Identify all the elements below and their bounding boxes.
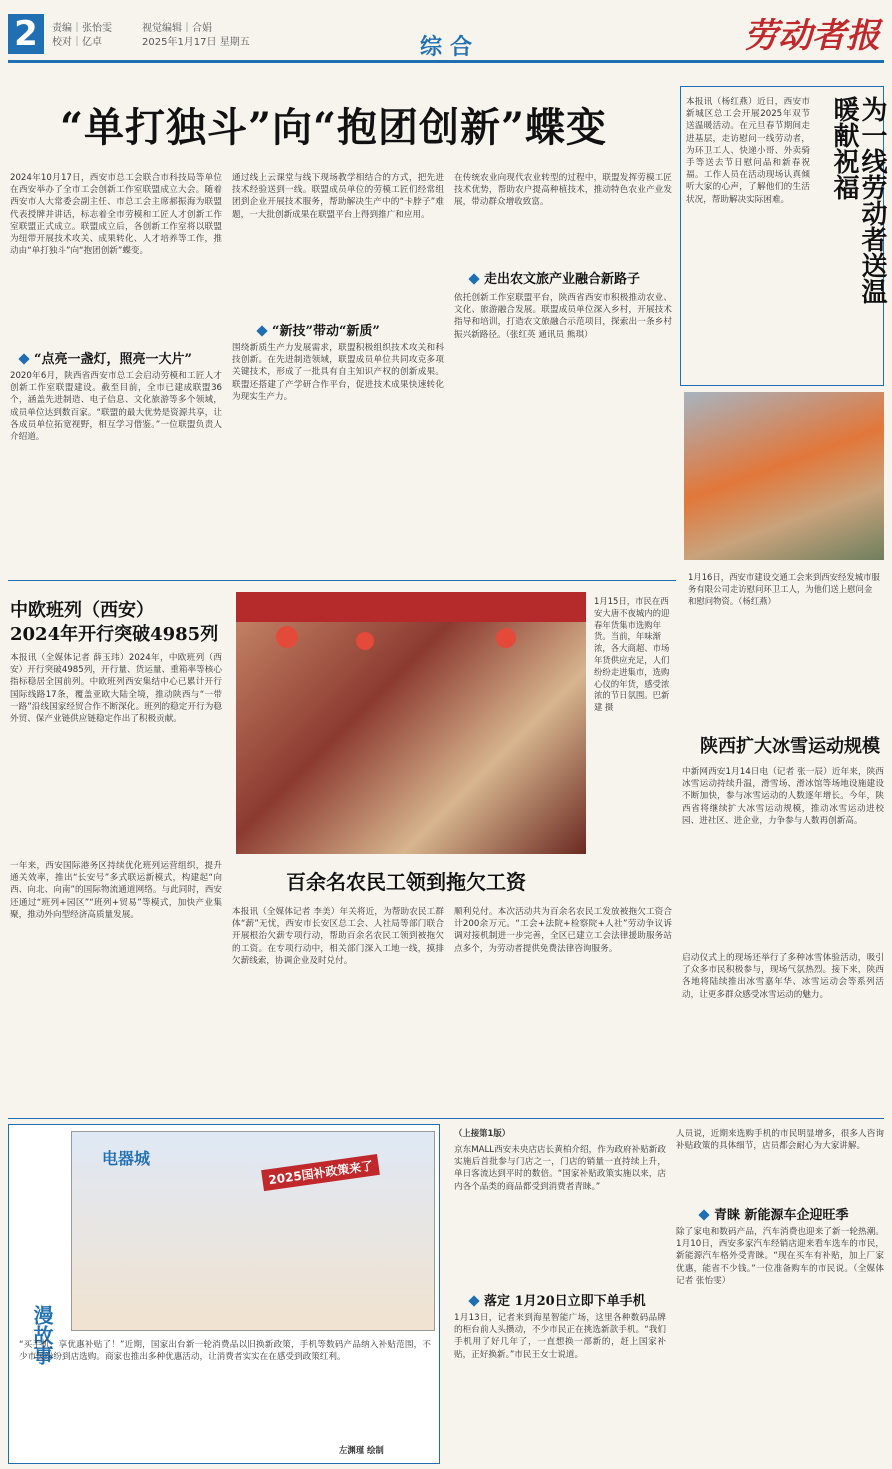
zhongou-headline1: 中欧班列（西安） xyxy=(10,600,154,621)
comic-box xyxy=(8,1124,440,1464)
lead-col3: 在传统农业向现代农业转型的过程中，联盟发挥劳模工匠技术优势，帮助农户提高种植技术，推动特色农业产业发展，带动群众增收致富。 xyxy=(454,173,672,208)
comic-author: 左渊瑾 绘制 xyxy=(339,1445,384,1455)
lead-subhead1: “点亮一盏灯，照亮一大片” xyxy=(20,348,192,367)
comic-text: “买手机，享优惠补贴了！”近期，国家出台新一轮消费品以旧换新政策，手机等数码产品纳入补贴范围，不少市民纷纷到店选购。商家也推出多种优惠活动，让消费者实实在在感受到政策红利。 xyxy=(19,1340,431,1363)
masthead-rule xyxy=(8,60,884,63)
lead-col2: 通过线上云课堂与线下现场教学相结合的方式，把先进技术经验送到一线。联盟成员单位的劳模工匠们经常组团到企业开展技术服务，帮助解决生产中的“卡脖子”难题，一大批创新成果在联盟平台上得到推广和应用。 xyxy=(232,173,444,220)
lead-subhead3: 走出农文旅产业融合新路子 xyxy=(470,268,640,287)
sidebar-body: 本报讯（杨红燕）近日，西安市新城区总工会开展2025年双节送温暖活动。在元旦春节期间走进基层，走访慰问一线劳动者，为环卫工人、快递小哥、外卖骑手等送去节日慰问品和新春祝福。工作人员在活动现场认真倾听大家的心声，了解他们的生活状况，帮助解决实际困难。 xyxy=(686,97,810,205)
continued-subhead: 落定 1月20日立即下单手机 xyxy=(470,1290,646,1309)
section-divider xyxy=(8,580,676,581)
continued-right: 人员说，近期来选购手机的市民明显增多，很多人咨询补贴政策的具体细节，店员都会耐心为大家讲解。 xyxy=(676,1129,884,1152)
continued-right-body: 除了家电和数码产品，汽车消费也迎来了新一轮热潮。1月10日，西安多家汽车经销店迎来看车选车的市民，新能源汽车格外受青睐。“现在买车有补贴，加上厂家优惠，能省不少钱。”一位准备购车的市民说。（全媒体记者 张怡雯） xyxy=(676,1227,884,1286)
design-line: 视觉编辑｜合娟 xyxy=(142,23,212,34)
market-caption: 1月15日，市民在西安大唐不夜城内的迎春年货集市选购年货。当前，年味渐浓，各大商超、市场年货供应充足，人们纷纷走进集市，选购心仪的年货，感受浓浓的节日氛围。巴新建 摄 xyxy=(594,596,670,713)
lead-headline: “单打独斗”向“抱团创新”蝶变 xyxy=(60,104,608,151)
lead-col1: 2024年10月17日，西安市总工会联合市科技局等单位在西安举办了全市工会创新工作室联盟成立大会。随着西安市人大常委会副主任、市总工会主席郝振海为联盟代表授牌并讲话，标志着全市劳模和工匠人才创新工作室联盟正式成立。联盟成立后，各创新工作室将以联盟为纽带开展技术攻关、成果转化、人才培养等工作，推动由“单打独斗”向“抱团创新”蝶变。 xyxy=(10,173,222,257)
sidebar-title: 为一线劳动者送温暖献祝福 xyxy=(829,96,887,304)
bingxue-body: 中新网西安1月14日电（记者 张一辰）近年来，陕西冰雪运动持续升温，滑雪场、滑冰馆等场地设施建设不断加快，参与冰雪运动的人数逐年增长。今年，陕西省将继续扩大冰雪运动规模，推动冰雪运动进校园、进社区、进企业，力争参与人数再创新高。 xyxy=(682,767,884,826)
photo-lantern xyxy=(496,628,516,648)
zhongou-headline2: 2024年开行突破4985列 xyxy=(10,624,219,645)
page-number: 2 xyxy=(8,14,44,54)
bingxue-headline: 陕西扩大冰雪运动规模 xyxy=(700,736,880,757)
comic-label: 漫故事 xyxy=(30,1305,54,1365)
date-line: 2025年1月17日 星期五 xyxy=(142,37,250,48)
photo-lantern xyxy=(276,626,298,648)
migrant-body2: 顺利兑付。本次活动共为百余名农民工发放被拖欠工资合计200余万元。“工会+法院+检察院+人社”劳动争议诉调对接机制进一步完善，全区已建立工会法律援助服务站点多个，为劳动者提供免费法律咨询服务。 xyxy=(454,907,672,954)
workers-caption: 1月16日，西安市建设交通工会来到西安经发城市服务有限公司走访慰问环卫工人，为他们送上慰问金和慰问物资。（杨红燕） xyxy=(688,572,880,606)
lead-col1b: 2020年6月，陕西省西安市总工会启动劳模和工匠人才创新工作室联盟建设。截至目前，全市已建成联盟36个，涵盖先进制造、电子信息、文化旅游等多个领域，成员单位达到数百家。“联盟的最大优势是资源共享，让各成员单位拓宽视野，相互学习借鉴。”一位联盟负责人介绍道。 xyxy=(10,371,222,443)
workers-photo xyxy=(684,392,884,560)
migrant-headline: 百余名农民工领到拖欠工资 xyxy=(286,870,526,894)
continued-body: 京东MALL西安未央店店长黄柏介绍，作为政府补贴新政实施后首批参与门店之一，门店的销量一直持续上升，单日客流达到平时的数倍。“国家补贴政策实施以来，店内各个品类的商品都受到消费者青睐。” xyxy=(454,1145,666,1192)
comic-shop-sign: 电器城 xyxy=(102,1149,151,1168)
comic-stamp: 2025国补政策来了 xyxy=(261,1154,380,1191)
lead-col3b: 依托创新工作室联盟平台，陕西省西安市积极推动农业、文化、旅游融合发展。联盟成员单位深入乡村，开展技术指导和培训，打造农文旅融合示范项目，探索出一条乡村振兴新路径。（张红英 通讯员 熊琪） xyxy=(454,293,672,340)
bingxue-body2: 启动仪式上的现场还举行了多种冰雪体验活动，吸引了众多市民积极参与，现场气氛热烈。接下来，陕西各地将陆续推出冰雪嘉年华、冰雪运动会等系列活动，让更多群众感受冰雪运动的魅力。 xyxy=(682,953,884,1000)
section-title: 综合 xyxy=(420,34,481,60)
photo-lantern xyxy=(356,632,374,650)
bottom-divider xyxy=(8,1118,884,1119)
market-photo xyxy=(236,592,586,854)
lead-col2b: 围绕新质生产力发展需求，联盟积极组织技术攻关和科技创新。在先进制造领域，联盟成员单位共同攻克多项关键技术，形成了一批具有自主知识产权的创新成果。联盟还搭建了产学研合作平台，促进技术成果快速转化为现实生产力。 xyxy=(232,343,444,402)
zhongou-body: 本报讯（全媒体记者 薛玉玮）2024年，中欧班列（西安）开行突破4985列，开行量、货运量、重箱率等核心指标稳居全国前列。中欧班列西安集结中心已累计开行国际线路17条，覆盖亚欧大陆全境，推动陕西与“一带一路”沿线国家经贸合作不断深化。班列的稳定开行为稳外贸、保产业链供应链稳定作出了积极贡献。 xyxy=(10,653,222,725)
comic-illustration xyxy=(71,1131,435,1331)
photo-stall-banner xyxy=(236,592,586,622)
editor-info xyxy=(52,22,112,50)
lead-subhead2: “新技”带动“新质” xyxy=(258,320,380,339)
continued-right-subhead: 青睐 新能源车企迎旺季 xyxy=(700,1204,849,1223)
continued-body2: 1月13日，记者来到海星智能广场，这里各种数码品牌的柜台前人头攒动，不少市民正在挑选新款手机。“我们手机用了好几年了，一直想换一部新的，赶上国家补贴，正好换新。”市民王女士说道。 xyxy=(454,1313,666,1360)
editor-line: 责编｜张怡雯 xyxy=(52,23,112,34)
zhongou-body2: 一年来，西安国际港务区持续优化班列运营组织，提升通关效率，推出“长安号”多式联运新模式，构建起“向西、向北、向南”的国际物流通道网络。与此同时，西安还通过“班列+园区”“班列+贸易”等模式，加快产业集聚，推动外向型经济高质量发展。 xyxy=(10,861,222,920)
newspaper-logo: 劳动者报 xyxy=(744,16,880,56)
design-info xyxy=(142,22,250,50)
masthead xyxy=(0,0,892,62)
continued-header: （上接第1版） xyxy=(454,1128,511,1138)
proof-line: 校对｜亿卓 xyxy=(52,37,102,48)
migrant-body1: 本报讯（全媒体记者 李美）年关将近，为帮助农民工群体“薪”无忧，西安市长安区总工会、人社局等部门联合开展根治欠薪专项行动，帮助百余名农民工领到被拖欠的工资。在专项行动中，相关部门深入工地一线，摸排欠薪线索，协调企业及时兑付。 xyxy=(232,907,444,966)
